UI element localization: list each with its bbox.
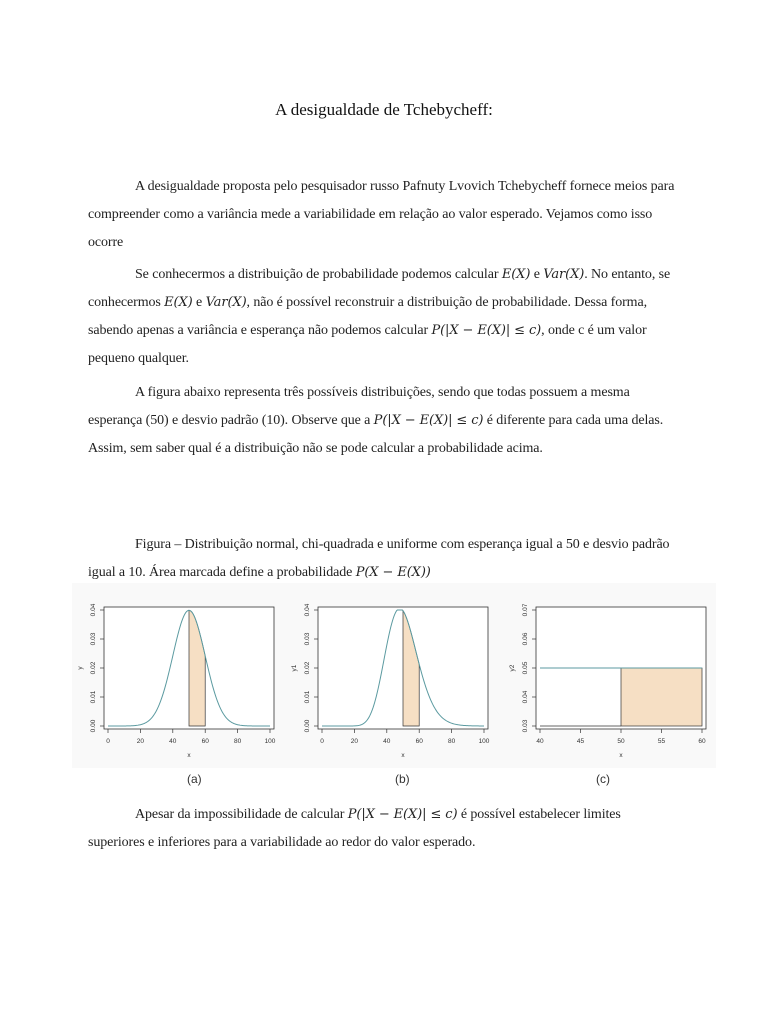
y-tick-label: 0.00 [90, 719, 97, 733]
y-tick-label: 0.05 [522, 661, 529, 675]
y-tick-label: 0.04 [522, 690, 529, 704]
y-axis-label: y1 [291, 664, 298, 672]
text-span: Apesar da impossibilidade de calcular [135, 807, 348, 822]
x-tick-label: 100 [264, 738, 276, 745]
math-expectation: E(X) [164, 295, 193, 310]
math-variance: Var(X) [543, 267, 585, 282]
text-span: , não é possível reconstruir a distribuição de probabilidade. Dessa forma, sabendo apenas a variância e esperança não podemos calcular [88, 295, 647, 338]
y-tick-label: 0.03 [90, 632, 97, 646]
x-tick-label: 0 [106, 738, 110, 745]
y-axis-label: y [77, 666, 84, 670]
chart-chi-squared [286, 583, 496, 768]
x-tick-label: 40 [536, 738, 544, 745]
y-tick-label: 0.03 [522, 719, 529, 733]
y-tick-label: 0.02 [304, 661, 311, 675]
page-title: A desigualdade de Tchebycheff: [275, 100, 493, 119]
y-tick-label: 0.04 [90, 603, 97, 617]
x-tick-label: 20 [350, 738, 359, 745]
text-span: A figura abaixo representa três possíveis distribuições, sendo que todas possuem a mesma esperança (50) e desvio padrão (10). Observe que a [88, 385, 630, 428]
x-tick-label: 60 [698, 738, 706, 745]
x-tick-label: 100 [478, 738, 490, 745]
x-tick-label: 0 [320, 738, 324, 745]
math-probability: P(X − E(X)) [355, 565, 431, 580]
figure-label-b: (b) [395, 772, 410, 786]
text-span: é possível estabelecer limites superiores e inferiores para a variabilidade ao redor do valor esperado. [88, 807, 621, 850]
x-axis-label: x [401, 752, 405, 759]
text-span: e [192, 295, 206, 310]
text-span: Figura – Distribuição normal, chi-quadrada e uniforme com esperança igual a 50 e desvio padrão igual a 10. Área marcada define a probabilidade [88, 537, 670, 580]
figure-panel [72, 583, 716, 768]
figure-label-a: (a) [187, 772, 202, 786]
text-span: . No entanto, se conhecermos [88, 267, 671, 310]
paragraph-figure-description [88, 379, 678, 463]
figure-caption-text [88, 531, 678, 587]
paragraph-intro: A desigualdade proposta pelo pesquisador russo Pafnuty Lvovich Tchebycheff fornece meios para compreender como a variância mede a variabilidade em relação ao valor esperado. Vejamos como isso ocorre [88, 179, 675, 250]
text-span: e [530, 267, 544, 282]
text-span: Se conhecermos a distribuição de probabilidade podemos calcular [135, 267, 502, 282]
x-tick-label: 45 [576, 738, 585, 745]
x-tick-label: 20 [136, 738, 145, 745]
x-tick-label: 50 [617, 738, 625, 745]
math-probability: P(|X − E(X)| ≤ c) [347, 807, 458, 822]
y-tick-label: 0.03 [304, 632, 311, 646]
math-probability: P(|X − E(X)| ≤ c) [431, 323, 542, 338]
x-tick-label: 40 [383, 738, 391, 745]
x-tick-label: 60 [415, 738, 423, 745]
text-span: , onde c é um valor pequeno qualquer. [88, 323, 647, 366]
y-axis-label: y2 [509, 664, 516, 672]
chart-uniform [504, 583, 714, 768]
x-tick-label: 40 [169, 738, 177, 745]
x-tick-label: 55 [657, 738, 666, 745]
paragraph-conclusion [88, 801, 678, 857]
y-tick-label: 0.02 [90, 661, 97, 675]
math-probability: P(|X − E(X)| ≤ c) [373, 413, 484, 428]
paragraph-distribution [88, 261, 678, 373]
figure-label-c: (c) [596, 772, 610, 786]
text-span: é diferente para cada uma delas. Assim, sem saber qual é a distribuição não se pode calcular a probabilidade acima. [88, 413, 664, 456]
y-tick-label: 0.01 [90, 690, 97, 704]
x-tick-label: 60 [201, 738, 209, 745]
math-expectation: E(X) [501, 267, 531, 282]
chart-normal [72, 583, 282, 768]
x-axis-label: x [619, 752, 623, 759]
y-tick-label: 0.00 [304, 719, 311, 733]
x-tick-label: 80 [233, 738, 242, 745]
math-variance: Var(X) [205, 295, 247, 310]
y-tick-label: 0.06 [522, 632, 529, 646]
x-axis-label: x [187, 752, 191, 759]
y-tick-label: 0.01 [304, 690, 311, 704]
y-tick-label: 0.07 [522, 603, 529, 617]
x-tick-label: 80 [447, 738, 456, 745]
y-tick-label: 0.04 [304, 603, 311, 617]
shaded-probability-area [621, 668, 702, 726]
